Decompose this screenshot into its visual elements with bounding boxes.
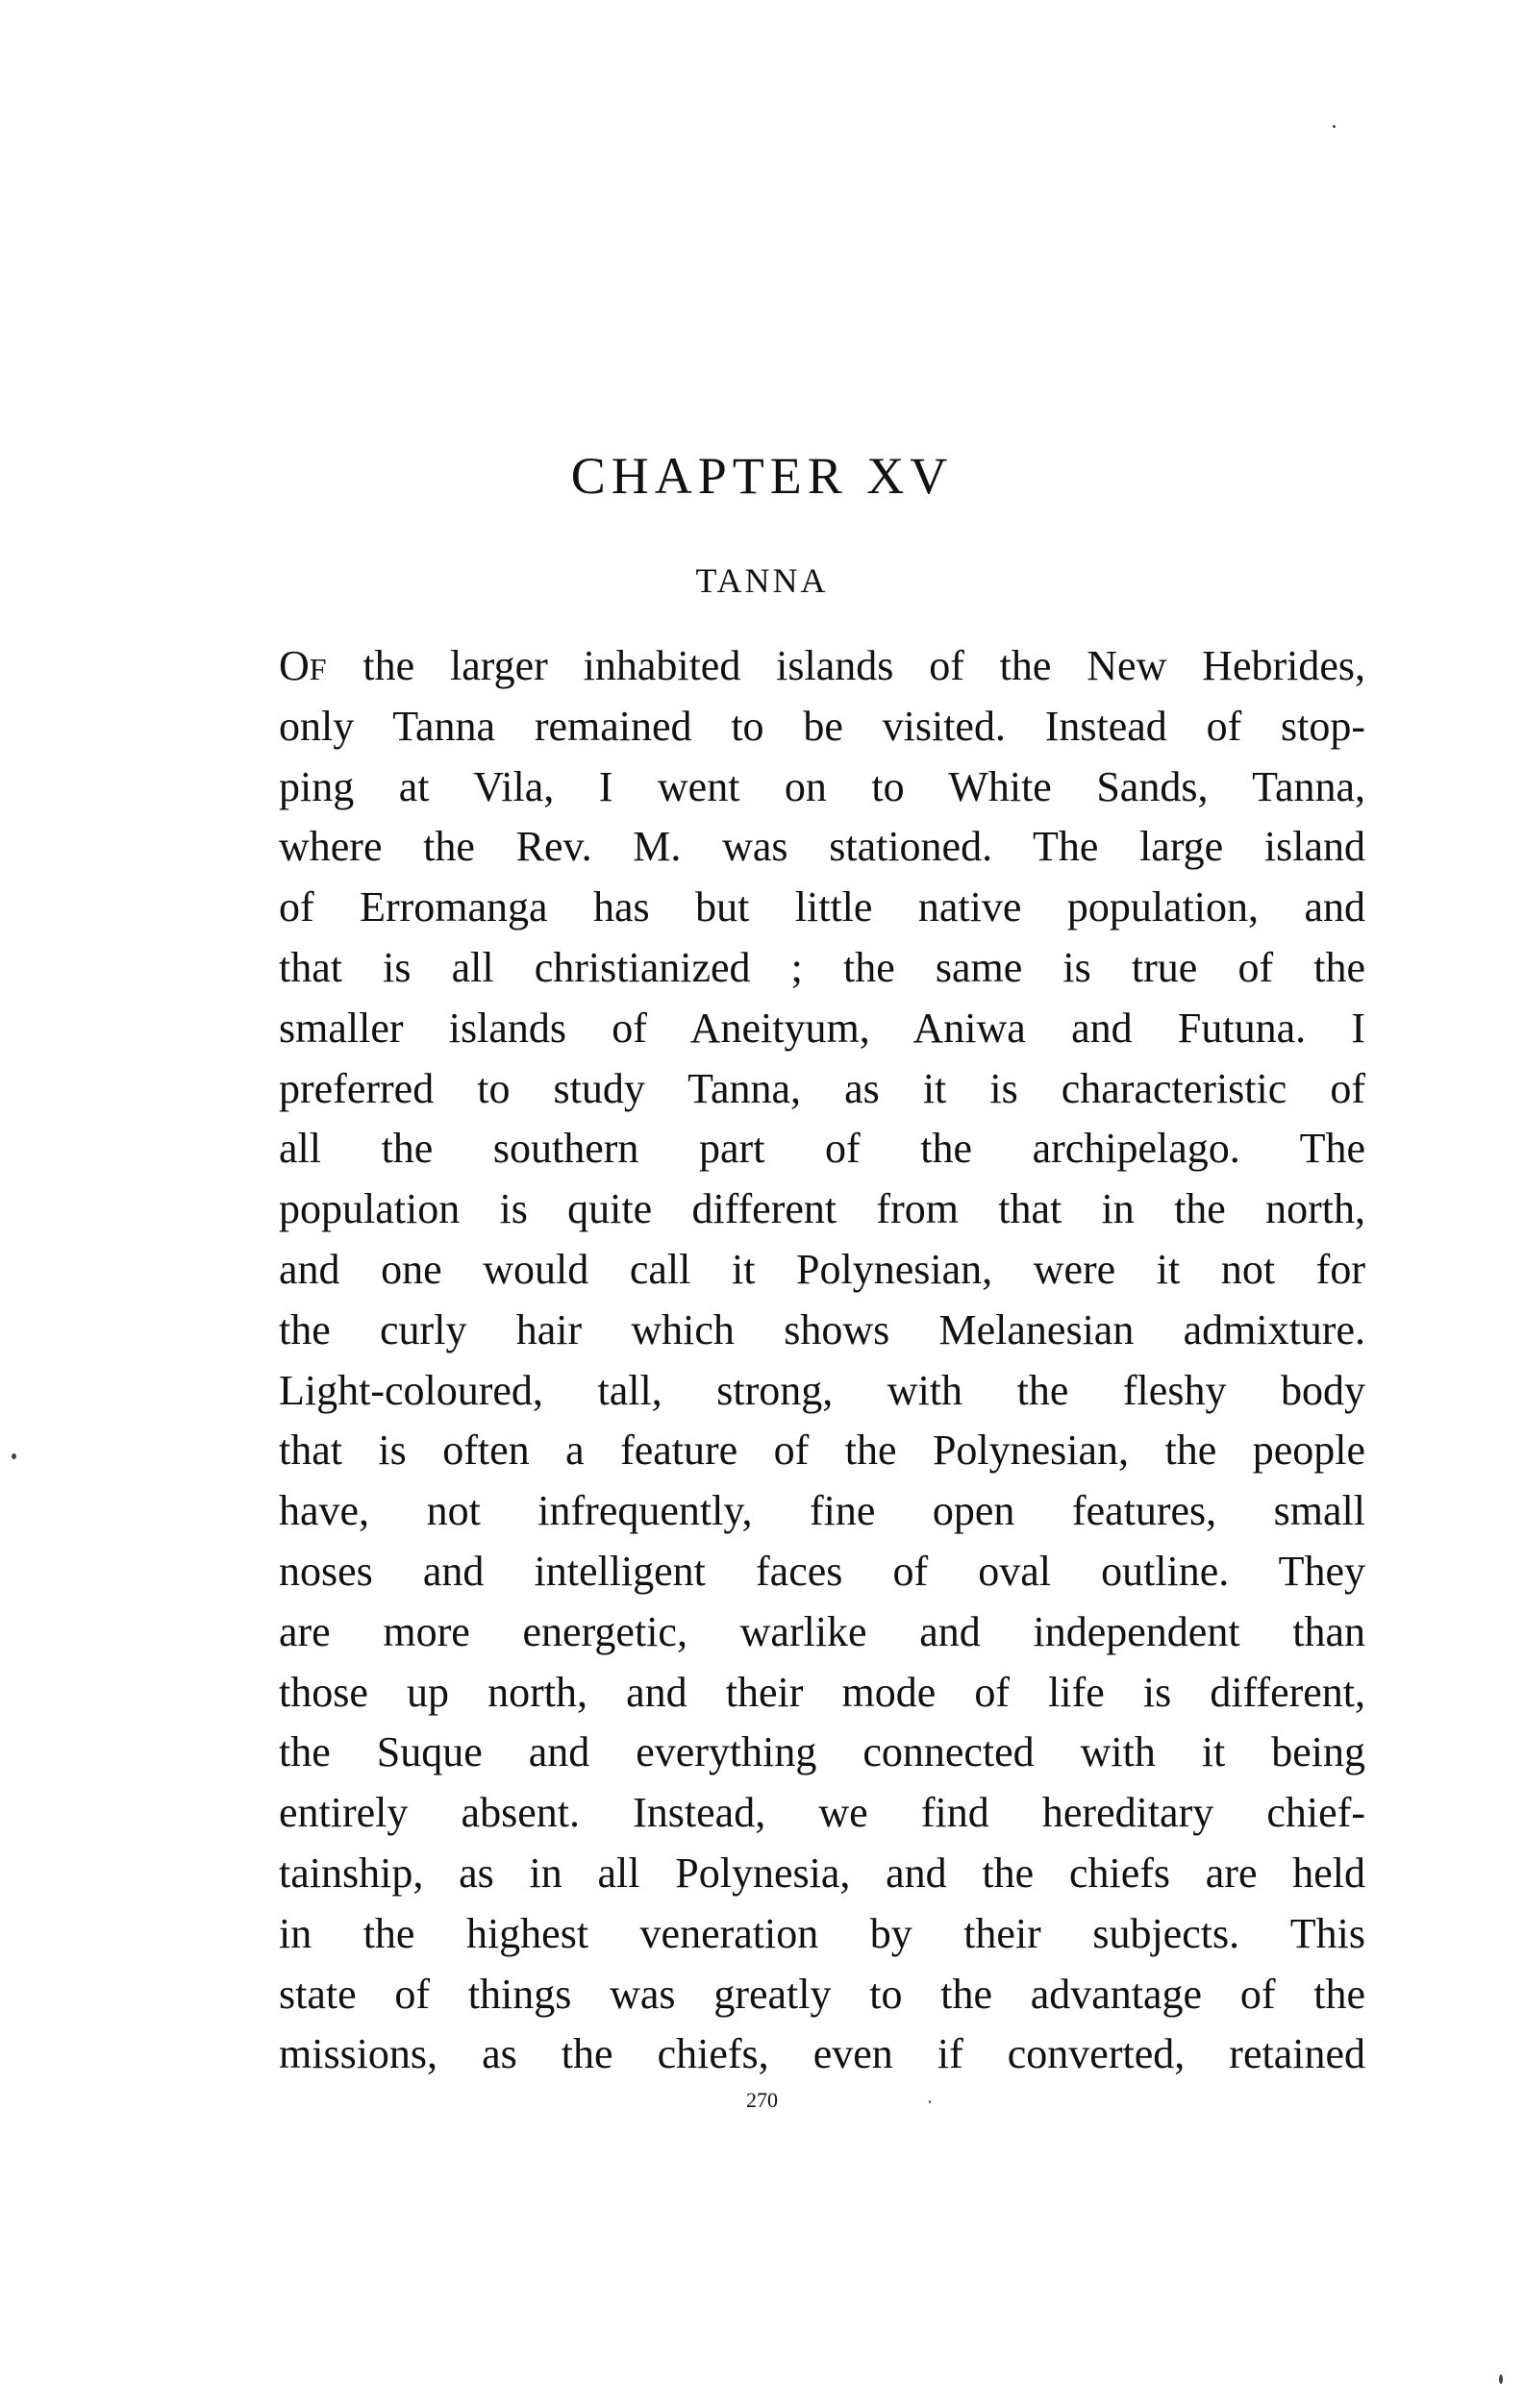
first-line-rest: the larger inhabited islands of the New Hebrides, — [327, 642, 1365, 689]
text-line: those up north, and their mode of life is different, — [279, 1668, 1365, 1716]
text-line: and one would call it Polynesian, were it not for — [279, 1245, 1365, 1293]
scan-speck — [12, 1453, 16, 1459]
scan-speck — [929, 2100, 931, 2103]
text-line-first — [279, 636, 1365, 697]
text-line: preferred to study Tanna, as it is characteristic of — [279, 1064, 1365, 1112]
text-line: entirely absent. Instead, we find hereditary chief- — [279, 1789, 1365, 1837]
text-line: state of things was greatly to the advantage of the — [279, 1970, 1365, 2018]
text-line: only Tanna remained to be visited. Instead of stop- — [279, 702, 1365, 750]
scan-speck — [1499, 2374, 1503, 2384]
body-paragraph — [279, 636, 1365, 2085]
text-line: tainship, as in all Polynesia, and the chiefs are held — [279, 1849, 1365, 1897]
text-line: in the highest veneration by their subjects. This — [279, 1909, 1365, 1957]
text-line: smaller islands of Aneityum, Aniwa and Futuna. I — [279, 1004, 1365, 1052]
text-line: where the Rev. M. was stationed. The large island — [279, 823, 1365, 871]
text-line: population is quite different from that in the north, — [279, 1185, 1365, 1233]
text-line: of Erromanga has but little native population, and — [279, 883, 1365, 931]
text-line: all the southern part of the archipelago. The — [279, 1125, 1365, 1173]
text-line: that is often a feature of the Polynesian, the people — [279, 1427, 1365, 1475]
text-line: Light-coloured, tall, strong, with the fleshy body — [279, 1366, 1365, 1414]
first-word — [279, 642, 328, 689]
first-word-small-caps: F — [309, 652, 328, 686]
text-line: the Suque and everything connected with it being — [279, 1728, 1365, 1776]
scan-speck — [1333, 125, 1336, 128]
page-number: 270 — [746, 2088, 778, 2112]
text-line: have, not infrequently, fine open features, small — [279, 1487, 1365, 1535]
text-line: that is all christianized ; the same is true of the — [279, 943, 1365, 991]
first-word-initial: O — [279, 642, 310, 689]
text-line: the curly hair which shows Melanesian admixture. — [279, 1305, 1365, 1353]
chapter-heading: CHAPTER XV — [570, 447, 954, 505]
text-line: are more energetic, warlike and independent than — [279, 1607, 1365, 1655]
text-line: ping at Vila, I went on to White Sands, Tanna, — [279, 762, 1365, 810]
text-line: noses and intelligent faces of oval outline. They — [279, 1547, 1365, 1595]
chapter-title: TANNA — [695, 561, 829, 600]
text-line: missions, as the chiefs, even if converted, retained — [279, 2030, 1365, 2078]
